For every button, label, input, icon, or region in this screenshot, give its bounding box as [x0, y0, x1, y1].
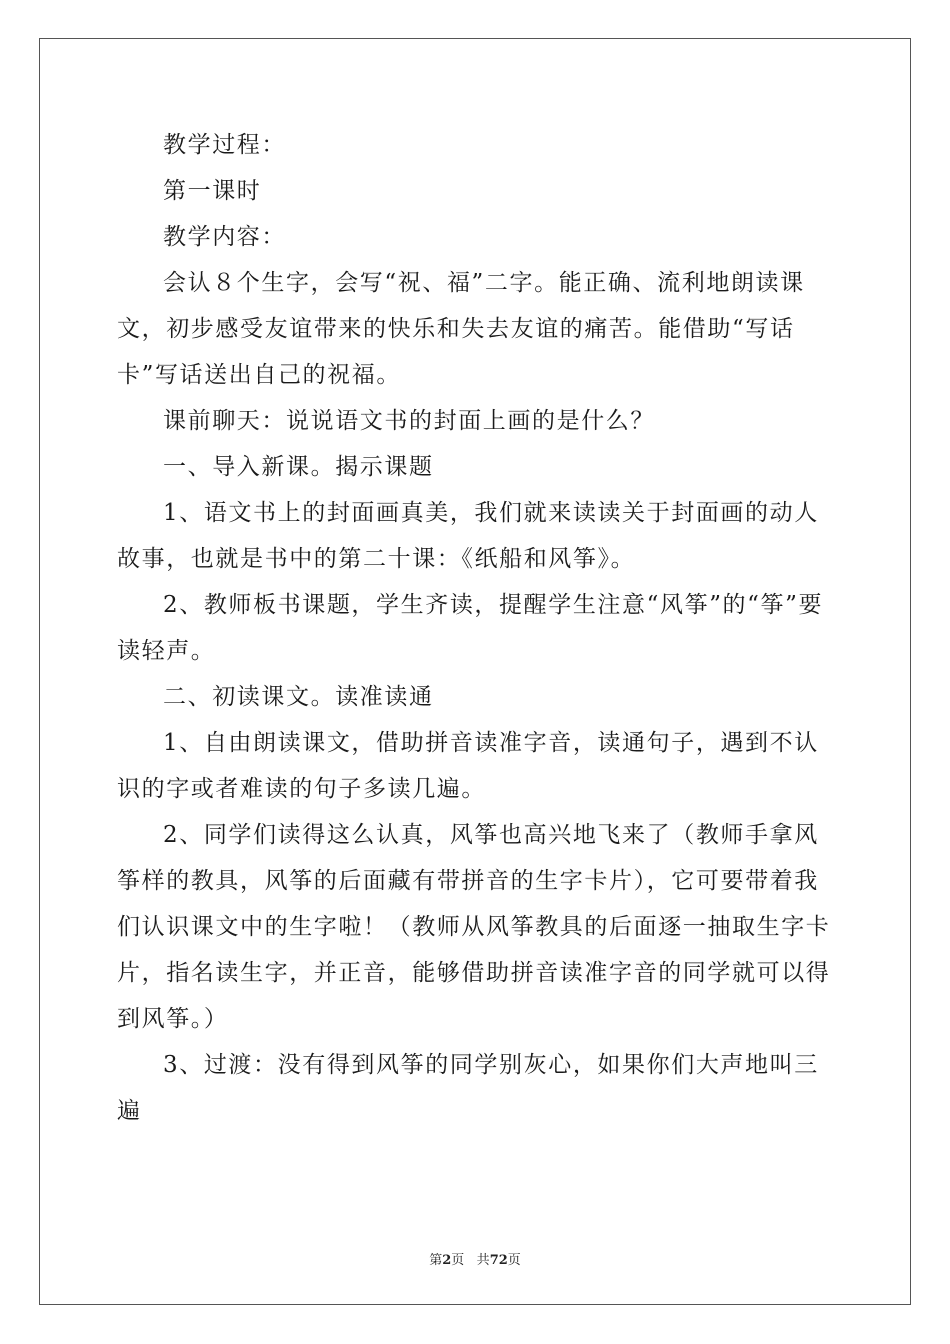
- page-suffix: 页: [451, 1253, 465, 1268]
- paragraph-teaching-content: 教学内容：: [163, 224, 286, 250]
- paragraph-item-1-1: 1、语文书上的封面画真美，我们就来读读关于封面画的动人故事，也就是书中的第二十课：《纸船和风筝》。: [117, 500, 819, 572]
- page-prefix: 第: [429, 1253, 443, 1268]
- heading-section-two: 二、初读课文。读准读通: [163, 684, 434, 710]
- document-body: [117, 122, 835, 1134]
- paragraph-item-1-2: 2、教师板书课题，学生齐读，提醒学生注意“风筝”的“筝”要读轻声。: [117, 592, 824, 664]
- paragraph-goals: 会认８个生字，会写“祝、福”二字。能正确、流利地朗读课文，初步感受友谊带来的快乐和失去友谊的痛苦。能借助“写话卡”写话送出自己的祝福。: [117, 270, 805, 388]
- page-footer: [0, 1249, 950, 1268]
- paragraph-item-2-1: 1、自由朗读课文，借助拼音读准字音，读通句子，遇到不认识的字或者难读的句子多读几遍。: [117, 730, 819, 802]
- paragraph-item-2-3: 3、过渡：没有得到风筝的同学别灰心，如果你们大声地叫三遍: [117, 1052, 819, 1124]
- paragraph-teaching-process: 教学过程：: [163, 132, 286, 158]
- paragraph-first-lesson: 第一课时: [163, 178, 262, 204]
- paragraph-item-2-2: 2、同学们读得这么认真，风筝也高兴地飞来了（教师手拿风筝样的教具，风筝的后面藏有带拼音的生字卡片），它可要带着我们认识课文中的生字啦！（教师从风筝教具的后面逐一抽取生字卡片，指名读生字，并正音，能够借助拼音读准字音的同学就可以得到风筝。）: [117, 822, 831, 1032]
- total-pages: 72: [489, 1253, 508, 1268]
- total-prefix: 共: [476, 1253, 490, 1268]
- heading-section-one: 一、导入新课。揭示课题: [163, 454, 434, 480]
- page-number: 2: [442, 1253, 452, 1268]
- paragraph-pre-class-chat: 课前聊天：说说语文书的封面上画的是什么？: [163, 408, 655, 434]
- total-suffix: 页: [507, 1253, 521, 1268]
